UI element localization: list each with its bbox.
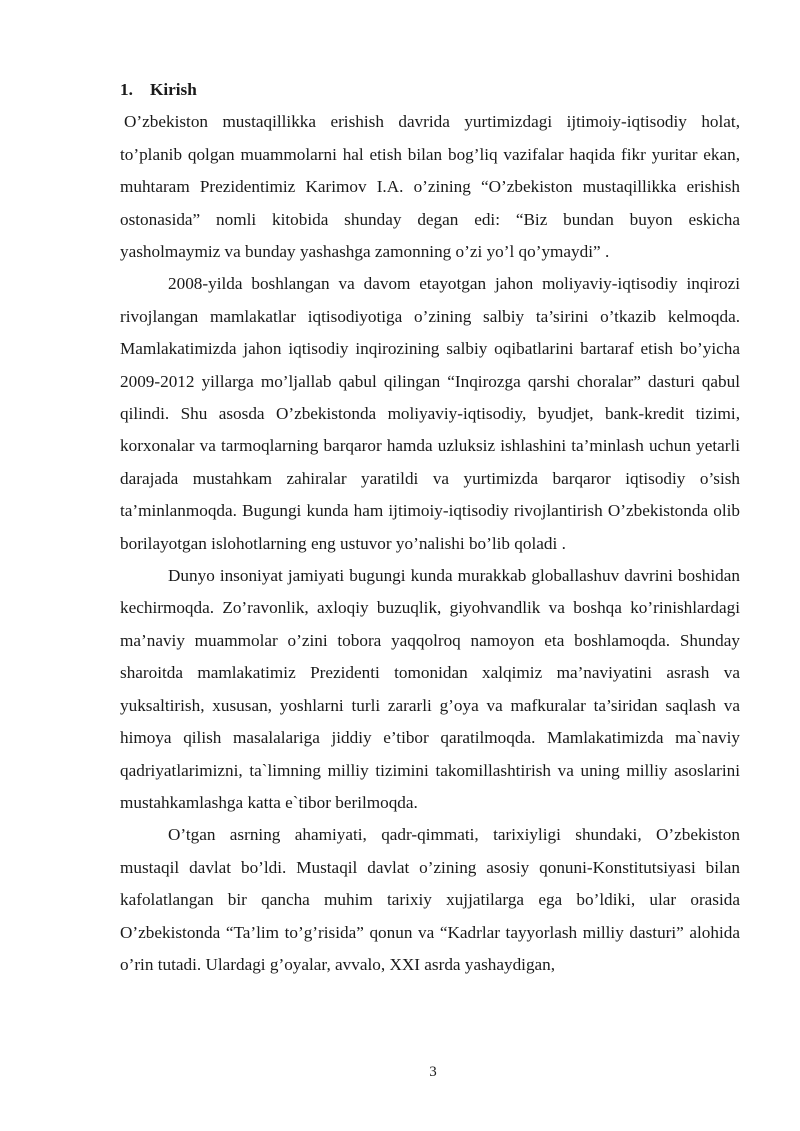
paragraph-3: Dunyo insoniyat jamiyati bugungi kunda murakkab globallashuv davrini boshidan kechirmoqda. Zo’ravonlik, axloqiy buzuqlik, giyohvandlik va boshqa ko’rinishlardagi ma’naviy muammolar o’zini tobora yaqqolroq namoyon eta boshlamoqda. Shunday sharoitda mamlakatimiz Prezidenti tomonidan xalqimiz ma’naviyatini asrash va yuksaltirish, xususan, yoshlarni turli zararli g’oya va mafkuralar ta’siridan saqlash va himoya qilish masalalariga jiddiy e’tibor qaratilmoqda. Mamlakatimizda ma`naviy qadriyatlarimizni, ta`limning milliy tizimini takomillashtirish va uning milliy asoslarini mustahkamlashga katta e`tibor berilmoqda. bbox=[120, 566, 740, 812]
page-content bbox=[120, 74, 740, 981]
paragraph-1: O’zbekiston mustaqillikka erishish davrida yurtimizdagi ijtimoiy-iqtisodiy holat, to’planib qolgan muammolarni hal etish bilan bog’liq vazifalar haqida fikr yuritar ekan, muhtaram Prezidentimiz Karimov I.A. o’zining “O’zbekiston mustaqillikka erishish ostonasida” nomli kitobida shunday degan edi: “Biz bundan buyon eskicha yasholmaymiz va bunday yashashga zamonning o’zi yo’l qo’ymaydi” . bbox=[120, 112, 740, 262]
paragraph-2: 2008-yilda boshlangan va davom etayotgan jahon moliyaviy-iqtisodiy inqirozi rivojlangan mamlakatlar iqtisodiyotiga o’zining salbiy ta’sirini o’tkazib kelmoqda. Mamlakatimizda jahon iqtisodiy inqirozining salbiy oqibatlarini bartaraf etish bo’yicha 2009-2012 yillarga mo’ljallab qabul qilingan “Inqirozga qarshi choralar” dasturi qabul qilindi. Shu asosda O’zbekistonda moliyaviy-iqtisodiy, byudjet, bank-kredit tizimi, korxonalar va tarmoqlarning barqaror hamda uzluksiz ishlashini ta’minlash uchun yetarli darajada mustahkam zahiralar yaratildi va yurtimizda barqaror iqtisodiy o’sish ta’minlanmoqda. Bugungi kunda ham ijtimoiy-iqtisodiy rivojlantirish O’zbekistonda olib borilayotgan islohotlarning eng ustuvor yo’nalishi bo’lib qoladi . bbox=[120, 274, 740, 553]
page-number: 3 bbox=[429, 1064, 437, 1080]
paragraph-4: O’tgan asrning ahamiyati, qadr-qimmati, tarixiyligi shundaki, O’zbekiston mustaqil davlat bo’ldi. Mustaqil davlat o’zining asosiy qonuni-Konstitutsiyasi bilan kafolatlangan bir qancha muhim tarixiy xujjatilarga ega bo’ldiki, ular orasida O’zbekistonda “Ta’lim to’g’risida” qonun va “Kadrlar tayyorlash milliy dasturi” alohida o’rin tutadi. Ulardagi g’oyalar, avvalo, XXI asrda yashaydigan, bbox=[120, 825, 740, 974]
section-heading bbox=[120, 74, 740, 106]
section-number: 1. bbox=[120, 80, 133, 99]
section-title: Kirish bbox=[150, 80, 197, 99]
